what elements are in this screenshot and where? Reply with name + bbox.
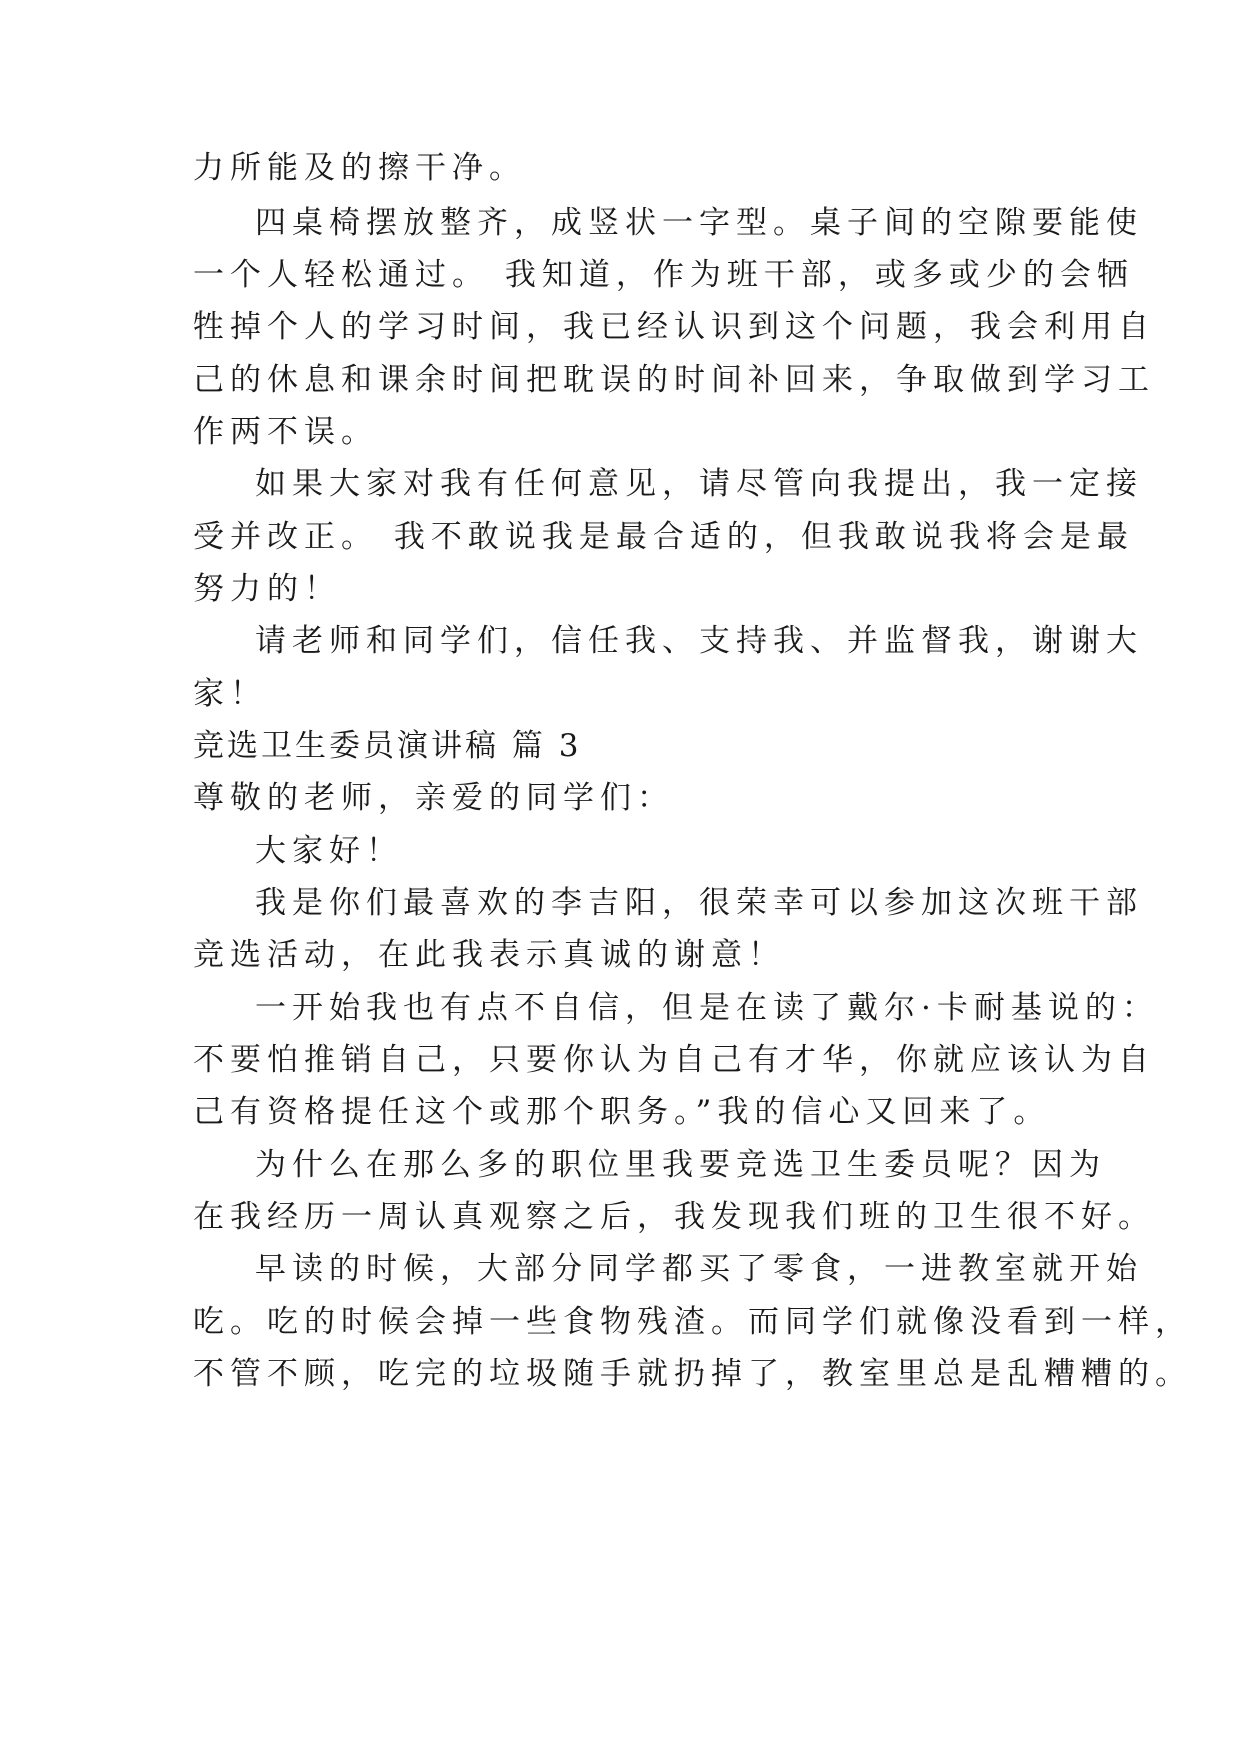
text-line: 吃。吃的时候会掉一些食物残渣。而同学们就像没看到一样， — [193, 1304, 1192, 1340]
text-line: 作两不误。 — [193, 414, 378, 450]
text-line: 一个人轻松通过。 我知道，作为班干部，或多或少的会牺 — [193, 257, 1134, 293]
text-line: 努力的！ — [193, 571, 341, 607]
section-heading: 竞选卫生委员演讲稿 篇 3 — [193, 728, 582, 764]
text-line: 竞选活动，在此我表示真诚的谢意！ — [193, 937, 785, 973]
paragraph-start-line: 一开始我也有点不自信，但是在读了戴尔·卡耐基说的： — [255, 990, 1159, 1026]
text-line: 家！ — [193, 676, 267, 712]
paragraph-start-line: 如果大家对我有任何意见，请尽管向我提出，我一定接 — [255, 466, 1143, 502]
text-line: 受并改正。 我不敢说我是最合适的，但我敢说我将会是最 — [193, 519, 1134, 555]
salutation: 尊敬的老师，亲爱的同学们： — [193, 780, 674, 816]
paragraph-start-line: 早读的时候，大部分同学都买了零食，一进教室就开始 — [255, 1251, 1143, 1287]
text-line: 在我经历一周认真观察之后，我发现我们班的卫生很不好。 — [193, 1199, 1155, 1235]
text-line: 力所能及的擦干净。 — [193, 150, 526, 186]
text-line: 己的休息和课余时间把耽误的时间补回来，争取做到学习工 — [193, 362, 1155, 398]
paragraph-start-line: 为什么在那么多的职位里我要竞选卫生委员呢？因为 — [255, 1147, 1106, 1183]
text-line: 牲掉个人的学习时间，我已经认识到这个问题，我会利用自 — [193, 309, 1155, 345]
paragraph-start-line: 我是你们最喜欢的李吉阳，很荣幸可以参加这次班干部 — [255, 885, 1143, 921]
greeting-line: 大家好！ — [255, 833, 403, 869]
paragraph-start-line: 四桌椅摆放整齐，成竖状一字型。桌子间的空隙要能使 — [255, 205, 1143, 241]
text-line: 不要怕推销自己，只要你认为自己有才华，你就应该认为自 — [193, 1042, 1155, 1078]
text-line: 己有资格提任这个或那个职务。”我的信心又回来了。 — [193, 1094, 1051, 1130]
text-line: 不管不顾，吃完的垃圾随手就扔掉了，教室里总是乱糟糟的。 — [193, 1356, 1192, 1392]
paragraph-start-line: 请老师和同学们，信任我、支持我、并监督我，谢谢大 — [255, 623, 1143, 659]
